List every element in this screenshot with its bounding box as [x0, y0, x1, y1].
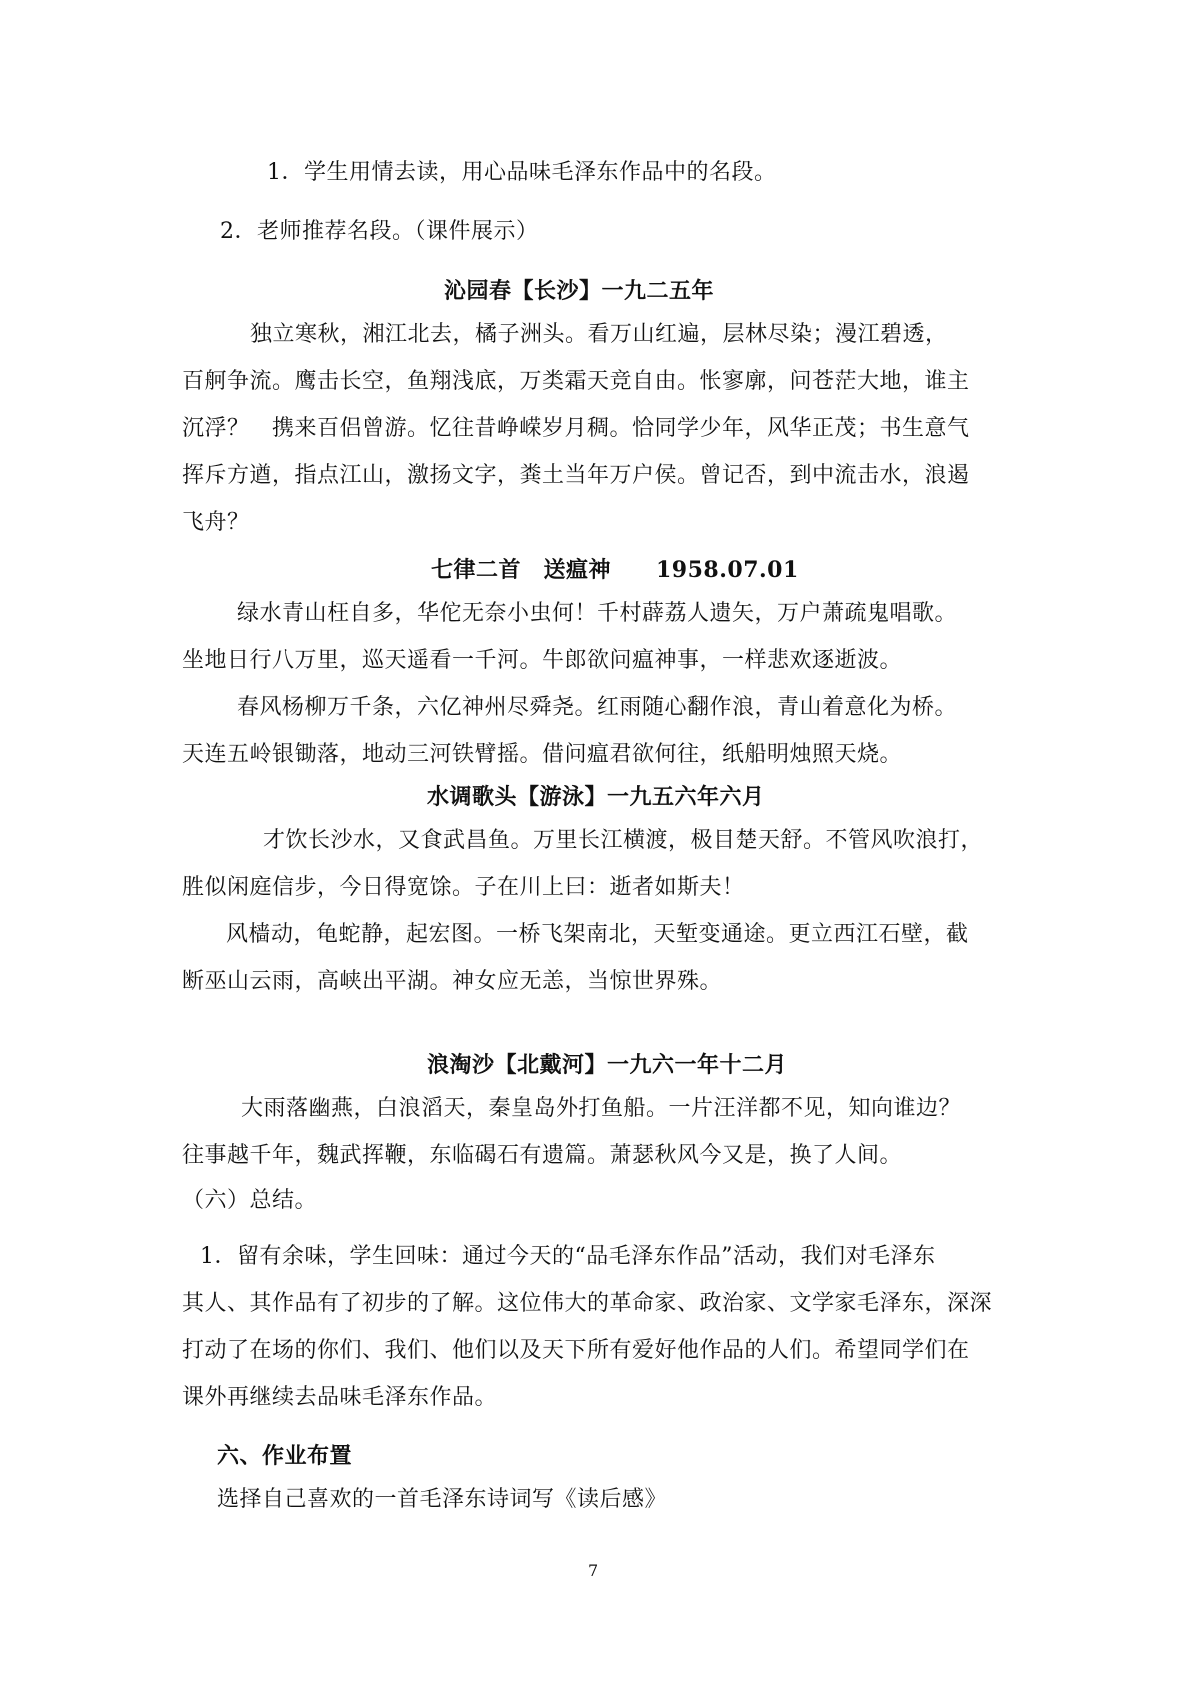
- poem2-line-2: 坐地日行八万里，巡天遥看一千河。牛郎欲问瘟神事，一样悲欢逐逝波。: [182, 648, 903, 673]
- poem1-line-2: 百舸争流。鹰击长空，鱼翔浅底，万类霜天竞自由。怅寥廓，问苍茫大地，谁主: [182, 369, 970, 394]
- poem3-title: 水调歌头【游泳】一九五六年六月: [427, 784, 765, 810]
- homework-heading: 六、作业布置: [217, 1443, 353, 1469]
- poem1-line-3: 沉浮？ 携来百侣曾游。忆往昔峥嵘岁月稠。恰同学少年，风华正茂；书生意气: [182, 416, 970, 441]
- poem3-line-4: 断巫山云雨，高峡出平湖。神女应无恙，当惊世界殊。: [182, 969, 723, 994]
- page-number: 7: [588, 1561, 599, 1580]
- intro-item-2: 2．老师推荐名段。（课件展示）: [220, 219, 539, 244]
- poem3-line-3: 风樯动，龟蛇静，起宏图。一桥飞架南北，天堑变通途。更立西江石壁，截: [226, 922, 969, 947]
- homework-text: 选择自己喜欢的一首毛泽东诗词写《读后感》: [217, 1487, 668, 1512]
- poem2-line-3: 春风杨柳万千条，六亿神州尽舜尧。红雨随心翻作浪，青山着意化为桥。: [237, 695, 958, 720]
- poem1-line-5: 飞舟？: [182, 510, 250, 535]
- poem3-line-2: 胜似闲庭信步，今日得宽馀。子在川上曰：逝者如斯夫！: [182, 875, 745, 900]
- summary-line-2: 其人、其作品有了初步的了解。这位伟大的革命家、政治家、文学家毛泽东，深深: [182, 1291, 993, 1316]
- poem2-title: 七律二首 送瘟神 1958.07.01: [431, 557, 799, 583]
- poem2-line-1: 绿水青山枉自多，华佗无奈小虫何！千村薜荔人遗矢，万户萧疏鬼唱歌。: [237, 601, 958, 626]
- poem4-line-2: 往事越千年，魏武挥鞭，东临碣石有遗篇。萧瑟秋风今又是，换了人间。: [182, 1143, 903, 1168]
- poem4-line-1: 大雨落幽燕，白浪滔天，秦皇岛外打鱼船。一片汪洋都不见，知向谁边？: [241, 1096, 962, 1121]
- poem1-line-1: 独立寒秋，湘江北去，橘子洲头。看万山红遍，层林尽染；漫江碧透，: [250, 322, 948, 347]
- intro-item-1: 1．学生用情去读，用心品味毛泽东作品中的名段。: [267, 160, 777, 185]
- summary-heading: （六）总结。: [182, 1188, 318, 1213]
- poem1-line-4: 挥斥方遒，指点江山，激扬文字，粪土当年万户侯。曾记否，到中流击水，浪遏: [182, 463, 970, 488]
- summary-line-4: 课外再继续去品味毛泽东作品。: [182, 1385, 498, 1410]
- poem4-title: 浪淘沙【北戴河】一九六一年十二月: [427, 1052, 788, 1078]
- poem3-line-1: 才饮长沙水，又食武昌鱼。万里长江横渡，极目楚天舒。不管风吹浪打，: [263, 828, 984, 853]
- poem1-title: 沁园春【长沙】一九二五年: [444, 278, 715, 304]
- summary-line-1: 1．留有余味，学生回味：通过今天的“品毛泽东作品”活动，我们对毛泽东: [200, 1244, 936, 1269]
- poem2-line-4: 天连五岭银锄落，地动三河铁臂摇。借问瘟君欲何往，纸船明烛照天烧。: [182, 742, 903, 767]
- summary-line-3: 打动了在场的你们、我们、他们以及天下所有爱好他作品的人们。希望同学们在: [182, 1338, 970, 1363]
